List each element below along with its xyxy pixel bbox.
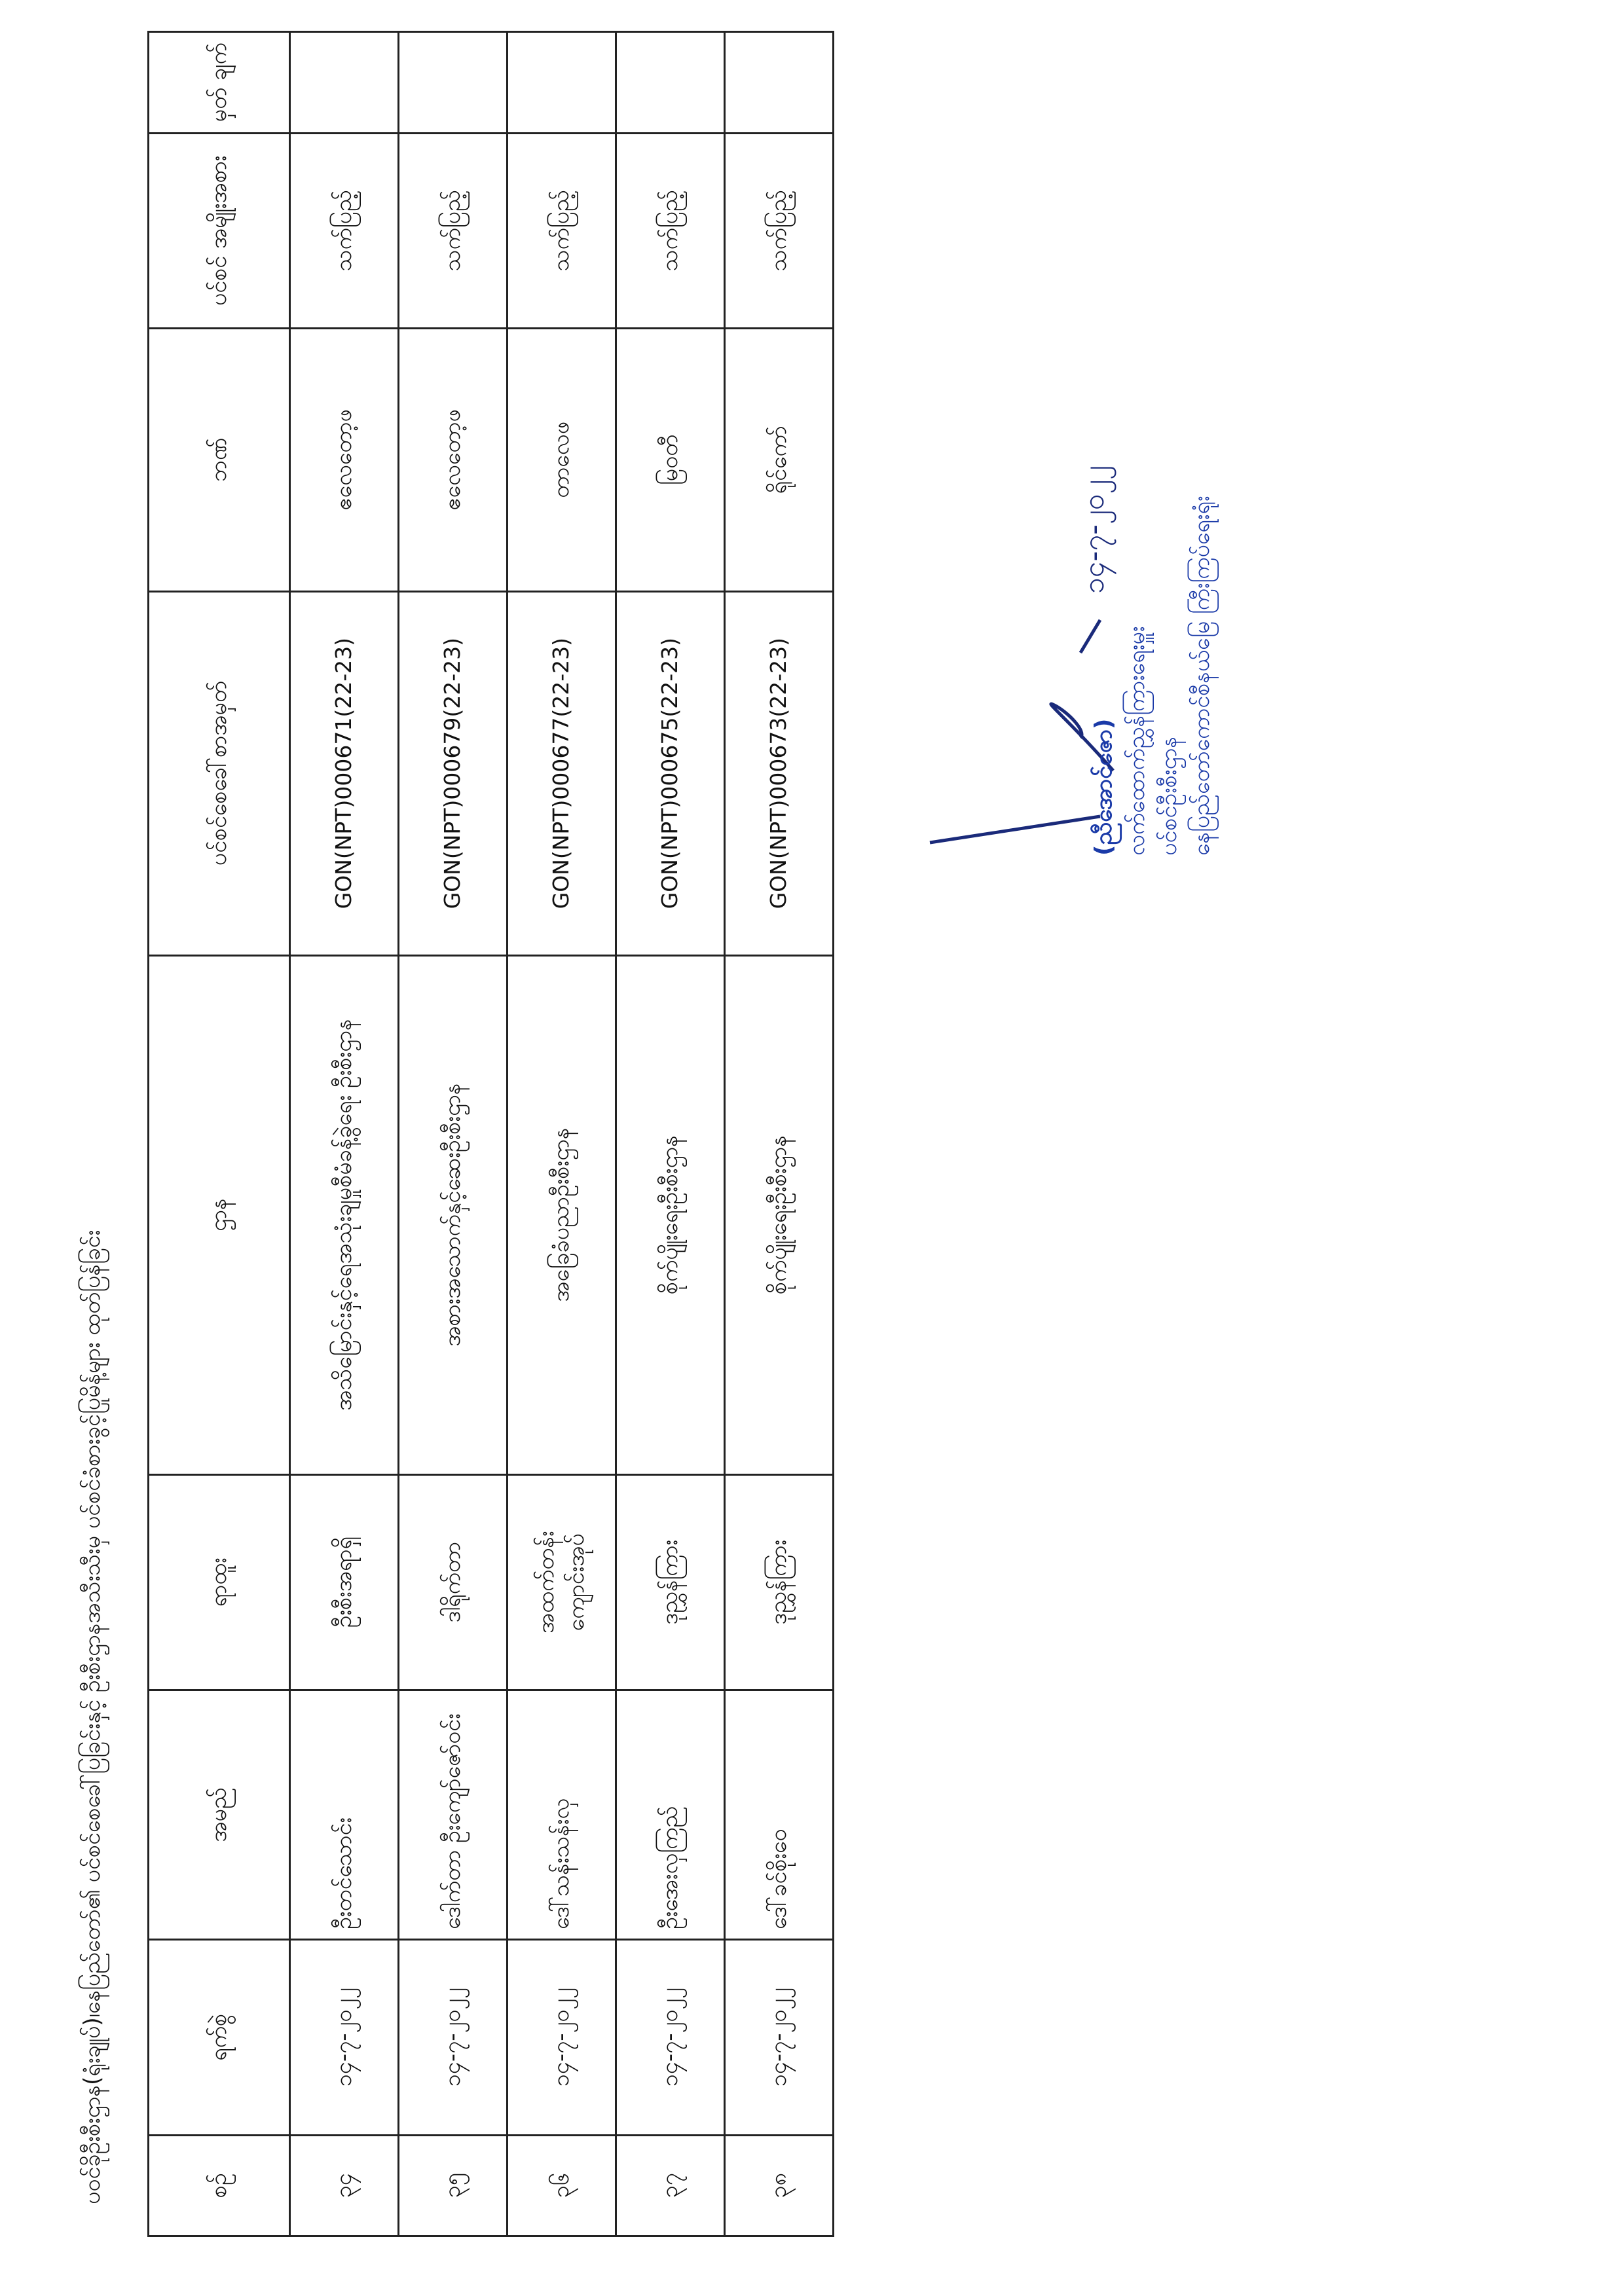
cell-date: ၁၄-၇-၂၀၂၂ bbox=[290, 1939, 399, 2135]
signature-date: ၁၄-၇-၂၀၂၂ bbox=[1077, 465, 1111, 594]
cell-type: သက်ပြည့် bbox=[616, 133, 725, 329]
cell-remarks bbox=[507, 32, 616, 134]
stamp-signer-name: (ညီအောင်ဇော) bbox=[1090, 718, 1117, 856]
cell-order-no: GON(NPT)000679(22-23) bbox=[399, 591, 507, 955]
cell-type: သက်ပြည့် bbox=[399, 133, 507, 329]
table-row bbox=[616, 32, 725, 2236]
cell-type: သက်ပြည့် bbox=[290, 133, 399, 329]
cell-date: ၁၄-၇-၂၀၂၂ bbox=[725, 1939, 834, 2135]
cell-department: စိုက်ပျိုးရေးဦးစီးဌာန bbox=[616, 955, 725, 1474]
header-remarks: မှတ် ချက် bbox=[149, 32, 290, 134]
cell-type: သက်ပြည့် bbox=[725, 133, 834, 329]
cell-date: ၁၄-၇-၂၀၂၂ bbox=[507, 1939, 616, 2135]
cell-rank: ဒါရိုက်တာ bbox=[399, 1474, 507, 1690]
cell-rank: အထက်တန်း ကျောင်းအုပ် bbox=[507, 1474, 616, 1690]
cell-name: ဒေါက်တာ ဦးကျော်ဇော်ဝင်း bbox=[399, 1690, 507, 1940]
stamp-office: နေပြည်တော်ကောင်စီနယ်မြေ ကြီးကြပ်ရေးရုံး bbox=[1188, 496, 1215, 856]
cell-department: အခြေခံပညာဦးစီးဌာန bbox=[507, 955, 616, 1474]
cell-department: စိုက်ပျိုးရေးဦးစီးဌာန bbox=[725, 955, 834, 1474]
cell-order-no: GON(NPT)000671(22-23) bbox=[290, 591, 399, 955]
table-row bbox=[507, 32, 616, 2236]
cell-date: ၁၄-၇-၂၀၂၂ bbox=[399, 1939, 507, 2135]
cell-type: သက်ပြည့် bbox=[507, 133, 616, 329]
cell-rank: ဦးစီးအရာရှိ bbox=[290, 1474, 399, 1690]
table-row bbox=[399, 32, 507, 2236]
cell-no: ၃၈ bbox=[725, 2135, 834, 2236]
cell-order-no: GON(NPT)000675(22-23) bbox=[616, 591, 725, 955]
cell-remarks bbox=[290, 32, 399, 134]
stamp-department: ပင်စင်ဦးစီးဌာန bbox=[1156, 737, 1183, 856]
header-department: ဌာန bbox=[149, 955, 290, 1474]
cell-department: အသိမြောင်းနှင့်ရေအသုံးချမှုစီမံခန့်ခွဲရေး ဦးစီးဌာန bbox=[290, 955, 399, 1474]
cell-name: ဒေါ်သန်းသန်းလှ bbox=[507, 1690, 616, 1940]
header-name: အမည် bbox=[149, 1690, 290, 1940]
cell-no: ၃၇ bbox=[616, 2135, 725, 2236]
cell-rank: ဒုညွှန်ကြား bbox=[725, 1474, 834, 1690]
header-order-no: ပင်စင်စေခေါ်စာအမှတ် bbox=[149, 591, 290, 955]
cell-name: ဦးတင်သောင်း bbox=[290, 1690, 399, 1940]
cell-remarks bbox=[399, 32, 507, 134]
cell-remarks bbox=[616, 32, 725, 134]
cell-no: ၃၄ bbox=[290, 2135, 399, 2236]
cell-date: ၁၄-၇-၂၀၂၂ bbox=[616, 1939, 725, 2135]
document-title: ပဝင်ခိုဦးစီးဌာန(ရုံးချုပ်)၊နေပြည်တော်၏ ပင်စင်စေခေါ်ပြခြင်းနှင့် ဦးစီးဌာနအသီးသီးမှ ပင်စင်ခံစားခွင့်ပြုမိန့်များ ထုတ်ပြန်ခြင်း bbox=[79, 1230, 105, 2204]
table-row bbox=[290, 32, 399, 2236]
header-type: ပင်စင် အမျိုးအစား bbox=[149, 133, 290, 329]
cell-location: ဧလေတော့ဖ bbox=[290, 329, 399, 592]
stamp-title: လက်ထောက်ညွှန်ကြားရေးမှူး bbox=[1124, 626, 1151, 856]
cell-name: ဦးအေးလှကြည် bbox=[616, 1690, 725, 1940]
pension-table bbox=[147, 31, 834, 2237]
header-no: စဉ် bbox=[149, 2135, 290, 2236]
cell-remarks bbox=[725, 32, 834, 134]
cell-order-no: GON(NPT)000677(22-23) bbox=[507, 591, 616, 955]
cell-no: ၃၆ bbox=[507, 2135, 616, 2236]
cell-department: အစားအသောက်နှင့်ဆေးဦးစီးဌာန bbox=[399, 955, 507, 1474]
header-location: ဘဏ် bbox=[149, 329, 290, 592]
cell-location: မြဝတီ bbox=[616, 329, 725, 592]
table-row bbox=[725, 32, 834, 2236]
header-date: ရက်စွဲ bbox=[149, 1939, 290, 2135]
cell-location: ဧလေတော့ဖ bbox=[399, 329, 507, 592]
table-header-row bbox=[149, 32, 290, 2236]
cell-location: ရိုင်ကော် bbox=[725, 329, 834, 592]
official-stamp bbox=[1087, 201, 1218, 856]
cell-name: ဒေါ်ခင်စိုးဝေ bbox=[725, 1690, 834, 1940]
header-rank: ရာထူး bbox=[149, 1474, 290, 1690]
cell-order-no: GON(NPT)000673(22-23) bbox=[725, 591, 834, 955]
cell-location: တာလေဖ bbox=[507, 329, 616, 592]
cell-rank: ဒုညွှန်ကြား bbox=[616, 1474, 725, 1690]
cell-no: ၃၅ bbox=[399, 2135, 507, 2236]
